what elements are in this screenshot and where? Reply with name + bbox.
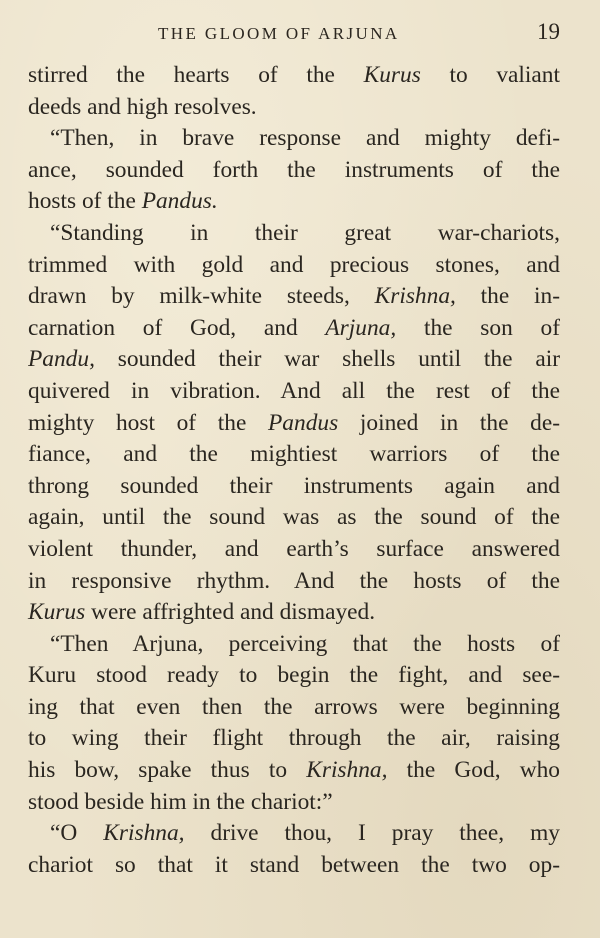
text-run: trimmed with gold and precious stones, and — [28, 251, 560, 278]
text-run: “Then, in brave response and mighty defi- — [50, 125, 560, 152]
text-line — [28, 250, 560, 282]
text-run: chariot so that it stand between the two op- — [28, 851, 560, 878]
text-run: ing that even then the arrows were beginning — [28, 693, 560, 720]
italic-name: Krishna, — [103, 820, 185, 847]
text-line — [28, 439, 560, 471]
italic-name: Krishna, — [374, 283, 456, 310]
text-line — [28, 60, 560, 92]
text-run: fiance, and the mightiest warriors of the — [28, 441, 560, 468]
text-run: carnation of God, and — [28, 314, 326, 341]
text-line — [28, 597, 560, 629]
text-run: in responsive rhythm. And the hosts of the — [28, 567, 560, 594]
italic-name: Arjuna, — [325, 314, 397, 341]
text-run: to valiant — [420, 62, 560, 88]
body-text — [28, 60, 560, 881]
text-run: drawn by milk-white steeds, — [28, 283, 375, 310]
text-run: violent thunder, and earth’s surface answered — [28, 535, 560, 562]
text-line — [28, 755, 560, 787]
page-number: 19 — [537, 19, 560, 44]
text-line — [28, 660, 560, 692]
chapter-title: THE GLOOM OF ARJUNA — [158, 24, 400, 43]
text-line — [28, 723, 560, 755]
text-run: stood beside him in the chariot:” — [28, 788, 333, 815]
text-run: the God, who — [387, 757, 560, 784]
text-run: his bow, spake thus to — [28, 757, 307, 784]
text-run: mighty host of the — [28, 409, 269, 436]
text-line — [28, 123, 560, 155]
text-run: joined in the de- — [338, 409, 560, 436]
italic-name: Kurus — [363, 62, 421, 88]
text-line — [28, 534, 560, 566]
text-line — [28, 281, 560, 313]
text-run: “Then Arjuna, perceiving that the hosts of — [50, 630, 560, 657]
text-line — [28, 629, 560, 661]
italic-name: Krishna, — [306, 757, 388, 784]
text-run: to wing their flight through the air, raising — [28, 725, 560, 752]
text-line — [28, 408, 560, 440]
text-line — [28, 692, 560, 724]
text-line — [28, 818, 560, 850]
text-run: “Standing in their great war-chariots, — [50, 219, 560, 246]
text-line — [28, 566, 560, 598]
text-run: hosts of the — [28, 188, 142, 215]
text-line — [28, 344, 560, 376]
text-run: were affrighted and dismayed. — [85, 599, 376, 626]
text-line — [28, 787, 560, 819]
text-run: Kuru stood ready to begin the fight, and see- — [28, 662, 560, 689]
italic-name: Pandus — [268, 409, 339, 436]
text-run: quivered in vibration. And all the rest of the — [28, 377, 560, 404]
italic-name: Kurus — [28, 599, 86, 626]
text-run: sounded their war shells until the air — [94, 346, 560, 373]
text-run: ance, sounded forth the instruments of the — [28, 156, 560, 183]
text-line — [28, 155, 560, 187]
text-run: drive thou, I pray thee, my — [184, 820, 560, 847]
italic-name: Pandu, — [28, 346, 95, 373]
text-line — [28, 313, 560, 345]
text-run: stirred the hearts of the — [28, 62, 364, 88]
text-run: deeds and high resolves. — [28, 93, 257, 120]
text-line — [28, 502, 560, 534]
italic-name: Pandus. — [141, 188, 218, 215]
text-line — [28, 850, 560, 882]
text-line — [28, 186, 560, 218]
running-head — [28, 20, 562, 50]
text-run: throng sounded their instruments again and — [28, 472, 560, 499]
text-line — [28, 218, 560, 250]
text-run: “O — [50, 820, 104, 847]
text-line — [28, 376, 560, 408]
text-run: the son of — [396, 314, 560, 341]
text-run: again, until the sound was as the sound of the — [28, 504, 560, 531]
text-line — [28, 92, 560, 124]
text-run: the in- — [455, 283, 560, 310]
text-line — [28, 471, 560, 503]
